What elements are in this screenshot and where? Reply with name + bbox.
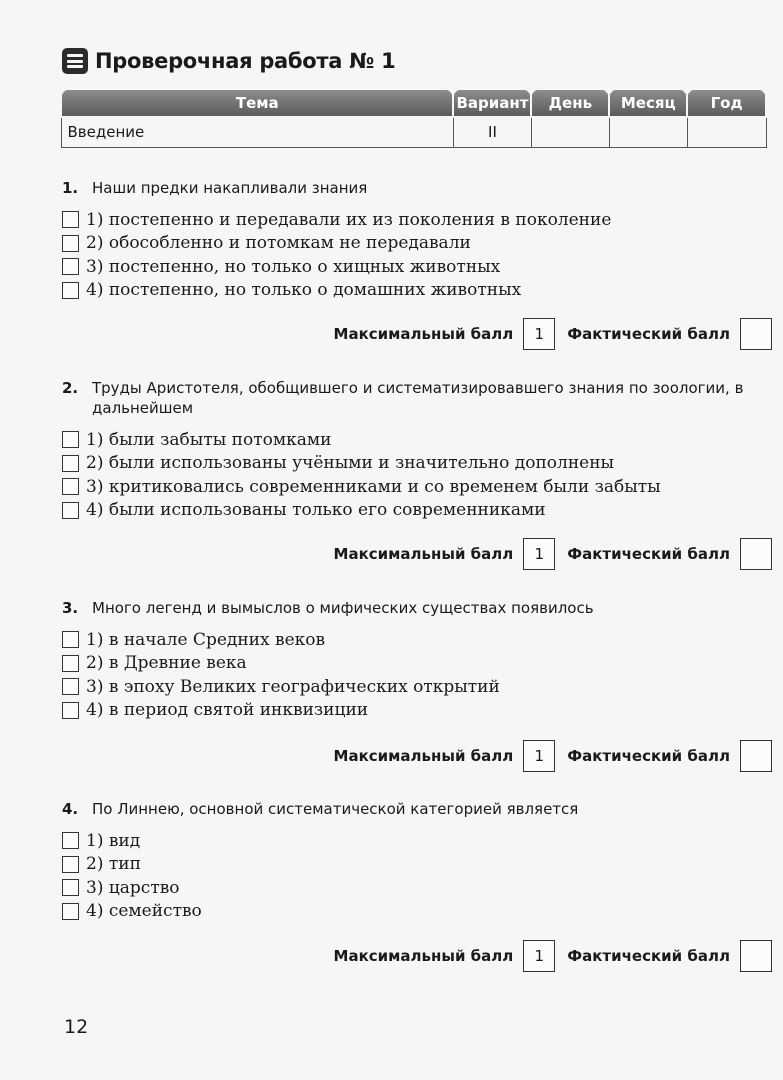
actual-score-label: Фактический балл xyxy=(567,325,730,343)
max-score-label: Максимальный балл xyxy=(333,325,514,343)
answer-option[interactable] xyxy=(62,279,772,303)
option-text: 2) тип xyxy=(86,854,141,875)
max-score-box: 1 xyxy=(523,538,555,570)
max-score-box: 1 xyxy=(523,940,555,972)
question-number: 2. xyxy=(62,379,79,397)
answer-option[interactable] xyxy=(62,652,772,676)
question-number: 1. xyxy=(62,179,79,197)
question-text: Много легенд и вымыслов о мифических существах появилось xyxy=(92,599,594,617)
actual-score-box[interactable] xyxy=(740,538,772,570)
page-title: Проверочная работа № 1 xyxy=(95,49,396,73)
option-text: 2) в Древние века xyxy=(86,653,247,674)
actual-score-label: Фактический балл xyxy=(567,545,730,563)
option-text: 1) постепенно и передавали их из поколения в поколение xyxy=(86,209,612,230)
actual-score-label: Фактический балл xyxy=(567,747,730,765)
answer-option[interactable] xyxy=(62,428,772,452)
year-cell[interactable] xyxy=(687,117,766,147)
option-text: 4) семейство xyxy=(86,901,202,922)
actual-score-box[interactable] xyxy=(740,740,772,772)
answer-checkbox[interactable] xyxy=(62,455,79,472)
answer-checkbox[interactable] xyxy=(62,631,79,648)
answer-checkbox[interactable] xyxy=(62,431,79,448)
question-3 xyxy=(62,598,772,765)
question-2 xyxy=(62,378,772,563)
answer-option[interactable] xyxy=(62,900,772,924)
answer-option[interactable] xyxy=(62,475,772,499)
answer-checkbox[interactable] xyxy=(62,478,79,495)
month-cell[interactable] xyxy=(609,117,687,147)
actual-score-box[interactable] xyxy=(740,318,772,350)
answer-option[interactable] xyxy=(62,853,772,877)
option-text: 2) были использованы учёными и значительно дополнены xyxy=(86,453,615,474)
score-row xyxy=(334,740,772,772)
answer-options xyxy=(62,428,772,522)
option-text: 4) постепенно, но только о домашних животных xyxy=(86,280,522,301)
option-text: 3) в эпоху Великих географических открытий xyxy=(86,676,500,697)
option-text: 3) царство xyxy=(86,877,180,898)
max-score-label: Максимальный балл xyxy=(333,747,514,765)
max-score-label: Максимальный балл xyxy=(333,947,514,965)
option-text: 1) в начале Средних веков xyxy=(86,629,326,650)
question-number: 4. xyxy=(62,800,79,818)
score-row xyxy=(334,318,772,350)
option-text: 2) обособленно и потомкам не передавали xyxy=(86,233,471,254)
day-cell[interactable] xyxy=(531,117,609,147)
table-row xyxy=(61,117,766,147)
question-text: Наши предки накапливали знания xyxy=(92,179,368,197)
column-day: День xyxy=(531,89,609,117)
question-text: По Линнею, основной систематической категорией является xyxy=(92,800,579,818)
list-icon xyxy=(62,48,88,74)
answer-checkbox[interactable] xyxy=(62,211,79,228)
page-header xyxy=(62,44,395,78)
max-score-box: 1 xyxy=(523,740,555,772)
answer-option[interactable] xyxy=(62,829,772,853)
actual-score-label: Фактический балл xyxy=(567,947,730,965)
score-row xyxy=(334,538,772,570)
answer-checkbox[interactable] xyxy=(62,258,79,275)
answer-checkbox[interactable] xyxy=(62,678,79,695)
answer-option[interactable] xyxy=(62,675,772,699)
answer-options xyxy=(62,628,772,722)
topic-cell: Введение xyxy=(61,117,453,147)
answer-option[interactable] xyxy=(62,208,772,232)
answer-checkbox[interactable] xyxy=(62,832,79,849)
option-text: 3) критиковались современниками и со временем были забыты xyxy=(86,476,661,497)
answer-checkbox[interactable] xyxy=(62,879,79,896)
answer-option[interactable] xyxy=(62,699,772,723)
option-text: 4) в период святой инквизиции xyxy=(86,700,369,721)
answer-checkbox[interactable] xyxy=(62,856,79,873)
max-score-label: Максимальный балл xyxy=(333,545,514,563)
answer-options xyxy=(62,829,772,923)
answer-option[interactable] xyxy=(62,876,772,900)
column-variant: Вариант xyxy=(453,89,531,117)
question-text: Труды Аристотеля, обобщившего и систематизировавшего знания по зоологии, в дальнейшем xyxy=(92,379,744,417)
column-month: Месяц xyxy=(609,89,687,117)
variant-cell: II xyxy=(453,117,531,147)
option-text: 4) были использованы только его современниками xyxy=(86,500,546,521)
option-text: 1) вид xyxy=(86,830,141,851)
answer-checkbox[interactable] xyxy=(62,235,79,252)
info-table xyxy=(60,88,767,148)
score-row xyxy=(334,940,772,972)
answer-option[interactable] xyxy=(62,452,772,476)
question-4 xyxy=(62,799,772,965)
answer-checkbox[interactable] xyxy=(62,502,79,519)
option-text: 1) были забыты потомками xyxy=(86,429,332,450)
column-topic: Тема xyxy=(61,89,453,117)
question-number: 3. xyxy=(62,599,79,617)
answer-option[interactable] xyxy=(62,499,772,523)
answer-checkbox[interactable] xyxy=(62,903,79,920)
answer-option[interactable] xyxy=(62,232,772,256)
question-1 xyxy=(62,178,772,343)
answer-checkbox[interactable] xyxy=(62,282,79,299)
column-year: Год xyxy=(687,89,766,117)
answer-option[interactable] xyxy=(62,255,772,279)
max-score-box: 1 xyxy=(523,318,555,350)
page-number: 12 xyxy=(64,1016,89,1038)
answer-checkbox[interactable] xyxy=(62,655,79,672)
answer-option[interactable] xyxy=(62,628,772,652)
answer-checkbox[interactable] xyxy=(62,702,79,719)
option-text: 3) постепенно, но только о хищных животных xyxy=(86,256,501,277)
answer-options xyxy=(62,208,772,302)
actual-score-box[interactable] xyxy=(740,940,772,972)
